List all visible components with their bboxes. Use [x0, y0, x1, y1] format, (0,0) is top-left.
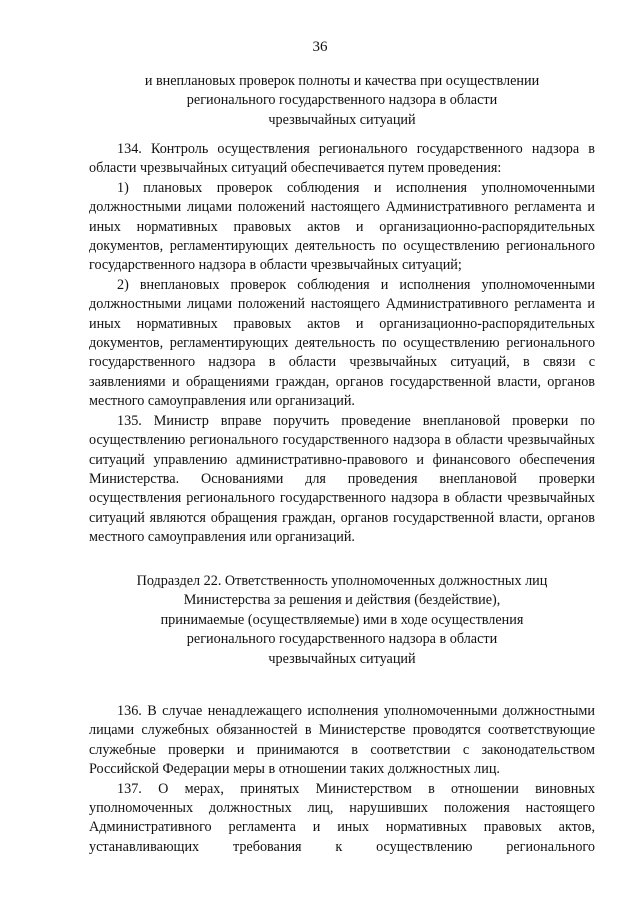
heading-line: принимаемые (осуществляемые) ими в ходе осуществления — [160, 611, 524, 628]
heading-line: чрезвычайных ситуаций — [268, 650, 416, 667]
list-item-2: 2) внеплановых проверок соблюдения и исполнения уполномоченными должностными лицами положений настоящего Административного регламента и иных нормативных правовых актов и организационно-распорядительных документов, регламентирующих деятельность по осуществлению регионального государственного надзора в области чрезвычайных ситуаций, в связи с заявлениями и обращениями граждан, органов государственной власти, органов местного самоуправления или организаций. — [89, 276, 595, 410]
paragraph-136: 136. В случае ненадлежащего исполнения уполномоченными должностными лицами служебных обязанностей в Министерстве проводятся соответствующие служебные проверки и принимаются в соответствии с законодательством Российской Федерации меры в отношении таких должностных лиц. — [89, 703, 595, 778]
heading-line: Министерства за решения и действия (бездействие), — [183, 592, 501, 609]
heading-line: регионального государственного надзора в области — [186, 92, 498, 109]
heading-line: регионального государственного надзора в области — [186, 631, 498, 648]
list-item-1: 1) плановых проверок соблюдения и исполнения уполномоченными должностными лицами положений настоящего Административного регламента и иных нормативных правовых актов и организационно-распорядительных документов, регламентирующих деятельность по осуществлению регионального государственного надзора в области чрезвычайных ситуаций; — [89, 179, 595, 274]
page-number: 36 — [312, 39, 328, 55]
paragraph-137: 137. О мерах, принятых Министерством в отношении виновных уполномоченных должностных лиц, нарушивших положения настоящего Административного регламента и иных нормативных правовых актов, устанавливающих требования к осуществлению регионального — [89, 780, 595, 855]
heading-line: и внеплановых проверок полноты и качества при осуществлении — [144, 73, 540, 89]
subsection-22-heading — [89, 572, 595, 669]
heading-line: чрезвычайных ситуаций — [268, 111, 416, 128]
paragraph-134-intro: 134. Контроль осуществления регионального государственного надзора в области чрезвычайных ситуаций обеспечивается путем проведения: — [89, 141, 595, 177]
paragraph-135: 135. Министр вправе поручить проведение внеплановой проверки по осуществлению регионального государственного надзора в области чрезвычайных ситуаций управлению административно-правового и финансового обеспечения Министерства. Основаниями для проведения внеплановой проверки осуществления регионального государственного надзора в области чрезвычайных ситуаций являются обращения граждан, органов государственной власти, органов местного самоуправления или организаций. — [89, 412, 595, 546]
paragraph-134-135 — [89, 140, 595, 548]
section-continuation-heading — [89, 72, 595, 130]
heading-line: Подраздел 22. Ответственность уполномоченных должностных лиц — [136, 573, 548, 589]
paragraph-136-137 — [89, 702, 595, 857]
